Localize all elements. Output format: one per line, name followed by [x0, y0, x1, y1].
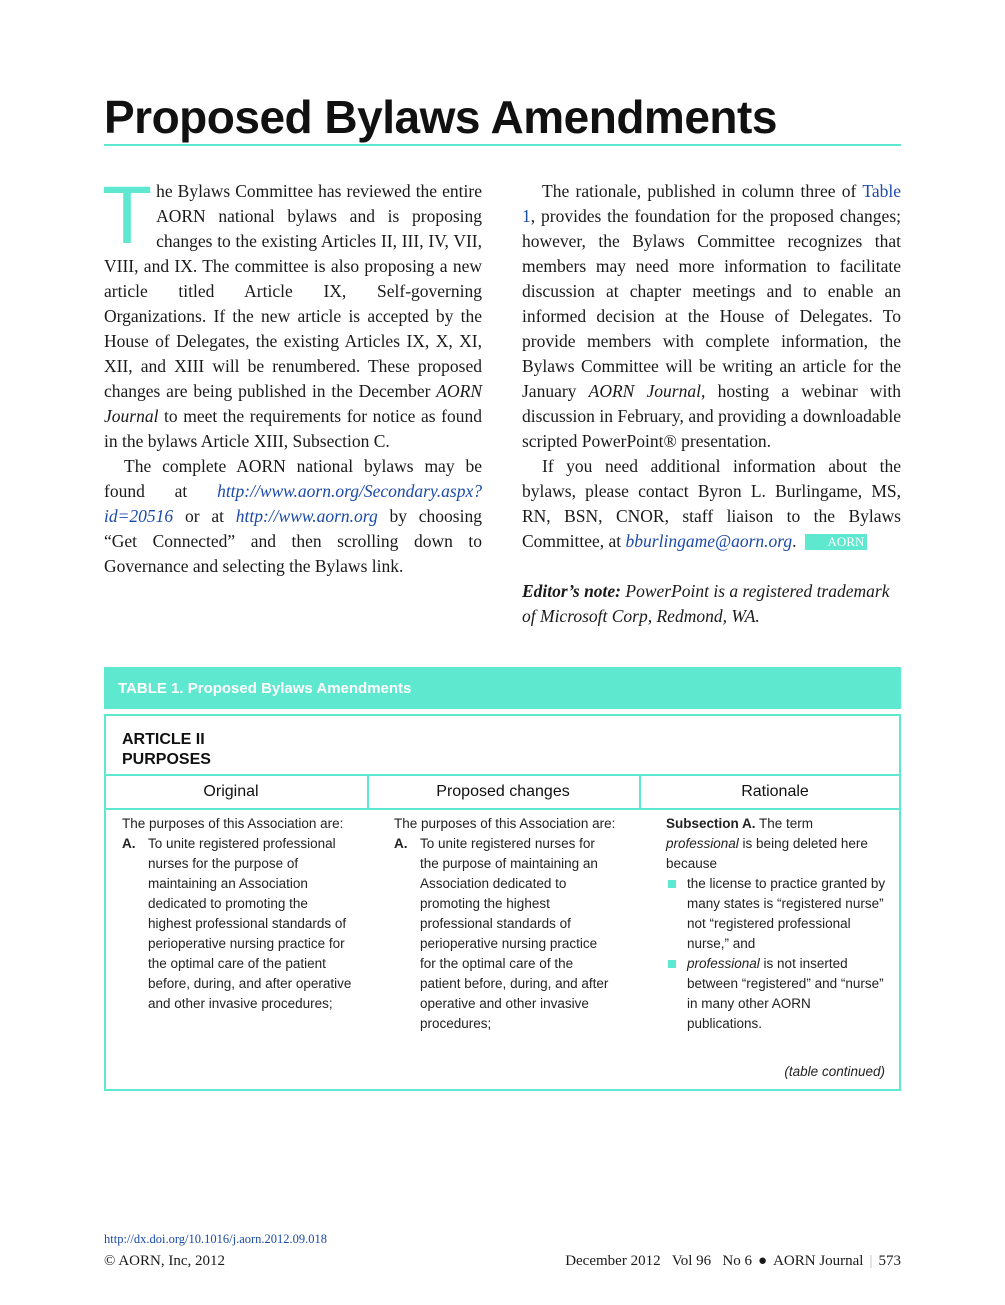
article-heading: ARTICLE II PURPOSES: [122, 731, 211, 768]
table-column-headers: [106, 774, 899, 810]
list-item: A. To unite registered nurses for the purpose of maintaining an Association dedicated to promoting the highest professional standards of perioperative nursing practice for the optimal care of the patient before, during, and after operative and other invasive procedures;: [394, 836, 609, 1031]
doi-link[interactable]: http://dx.doi.org/10.1016/j.aorn.2012.09.018: [104, 1232, 328, 1246]
rationale-paragraph: The rationale, published in column three of Table 1, provides the foundation for the proposed changes; however, the Bylaws Committee recognizes that members may need more information to facilitate discussion at chapter meetings and to enable an informed decision at the House of Delegates. To provide members with complete information, the Bylaws Committee will be writing an article for the January AORN Journal, hosting a webinar with discussion in February, and providing a downloadable scripted PowerPoint® presentation.: [522, 181, 901, 451]
list-item: professional is not inserted between “registered” and “nurse” in many other AORN publications.: [666, 954, 888, 1034]
list-item: A. To unite registered professional nurses for the purpose of maintaining an Association dedicated to promoting the highest professional standards of perioperative nursing practice for the optimal care of the patient before, during, and after operative and other invasive procedures;: [122, 836, 352, 1011]
aorn-end-mark: AORN: [805, 534, 868, 550]
journal-name: AORN Journal,: [588, 381, 706, 401]
contact-paragraph: If you need additional information about the bylaws, please contact Byron L. Burlingame, MS, RN, BSN, CNOR, staff liaison to the Bylaws Committee, at bburlingame@aorn.org. AORN: [522, 456, 901, 551]
bylaws-location-paragraph: The complete AORN national bylaws may be found at http://www.aorn.org/Secondary.aspx?id=20516 or at http://www.aorn.org by choosing “Get Connected” and then scrolling down to Governance and selecting the Bylaws link.: [104, 456, 482, 576]
intro-paragraph: The Bylaws Committee has reviewed the entire AORN national bylaws and is proposing changes to the existing Articles II, III, IV, VII, VIII, and IX. The committee is also proposing a new article titled Article IX, Self-governing Organizations. If the new article is accepted by the House of Delegates, the existing Articles IX, X, XI, XII, and XIII will be renumbered. These proposed changes are being published in the December AORN Journal to meet the requirements for notice as found in the bylaws Article XIII, Subsection C.: [102, 170, 482, 451]
editor-note-label: Editor’s note:: [522, 581, 622, 601]
page-title: Proposed Bylaws Amendments: [104, 91, 777, 143]
copyright: © AORN, Inc, 2012: [104, 1253, 225, 1269]
square-bullet-icon: [668, 960, 676, 968]
editor-note: Editor’s note: PowerPoint is a registered trademark of Microsoft Corp, Redmond, WA.: [522, 581, 890, 626]
square-bullet-icon: [668, 880, 676, 888]
email-link[interactable]: bburlingame@aorn.org: [625, 531, 793, 551]
rationale-cell: Subsection A. The term professional is being deleted here because the license to practice granted by many states is “registered nurse” not “registered professional nurse,” and professional is not inserted between “registered” and “nurse” in many other AORN publications.: [666, 814, 888, 1034]
subsection-label: Subsection A.: [666, 816, 756, 831]
proposed-cell: The purposes of this Association are: A. To unite registered nurses for the purpose of maintaining an Association dedicated to promoting the highest professional standards of perioperative nursing practice for the optimal care of the patient before, during, and after operative and other invasive procedures;: [394, 814, 616, 1034]
running-footer: December 2012 Vol 96 No 6 ● AORN Journal | 573: [565, 1253, 901, 1269]
list-item: the license to practice granted by many states is “registered nurse” not “registered professional nurse,” and: [666, 874, 888, 954]
column-header-proposed: Proposed changes: [436, 783, 570, 800]
left-column: [102, 170, 482, 579]
column-divider: [639, 776, 641, 808]
title-rule: [104, 144, 901, 146]
journal-name: AORN Journal: [104, 381, 482, 426]
right-column: [522, 179, 901, 629]
amendments-table: [104, 714, 901, 1091]
page-number: 573: [878, 1253, 901, 1269]
aorn-home-link[interactable]: http://www.aorn.org: [235, 506, 378, 526]
column-divider: [367, 776, 369, 808]
table-header: TABLE 1. Proposed Bylaws Amendments: [104, 667, 901, 709]
bullet-separator-icon: ●: [758, 1253, 768, 1269]
table-continued-note: (table continued): [784, 1064, 885, 1079]
bylaws-link[interactable]: http://www.aorn.org/Secondary.aspx?id=20516: [104, 481, 482, 526]
original-cell: The purposes of this Association are: A. To unite registered professional nurses for the purpose of maintaining an Association dedicated to promoting the highest professional standards of perioperative nursing practice for the optimal care of the patient before, during, and after operative and other invasive procedures;: [122, 814, 354, 1014]
divider: |: [869, 1253, 873, 1269]
column-header-original: Original: [203, 783, 259, 800]
drop-cap: T: [102, 170, 153, 261]
table-reference-link[interactable]: Table 1: [522, 181, 901, 226]
column-header-rationale: Rationale: [741, 783, 809, 800]
